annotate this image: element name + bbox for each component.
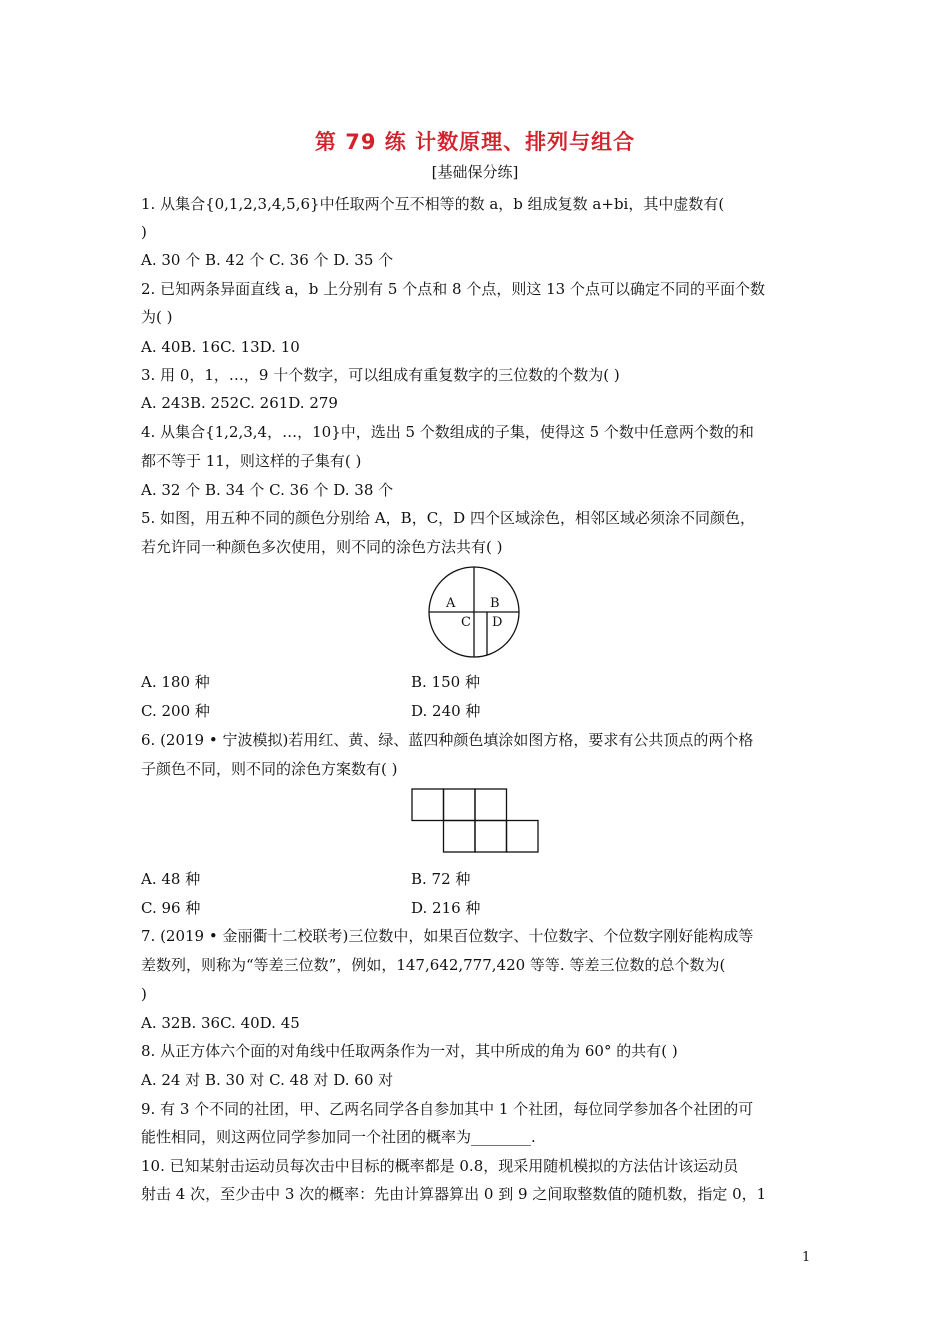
q7-stem-line3: ) [141,985,147,1003]
q6-grid-cell [412,789,444,821]
q1-options: A. 30 个 B. 42 个 C. 36 个 D. 35 个 [141,251,394,269]
q3-stem-line1: 3. 用 0，1，…，9 十个数字，可以组成有重复数字的三位数的个数为( ) [141,366,620,384]
q7-stem-line1: 7. (2019 • 金丽衢十二校联考)三位数中，如果百位数字、十位数字、个位数字刚好能构成等 [141,927,754,945]
q3-options: A. 243B. 252C. 261D. 279 [141,394,338,412]
q7-stem-line2: 差数列，则称为“等差三位数”，例如，147,642,777,420 等等. 等差三位数的总个数为( [141,956,726,974]
page-title: 第 79 练 计数原理、排列与组合 [314,130,636,154]
q1-stem-line2: ) [141,223,147,241]
q5-region-c-label: C [461,615,471,630]
q1-stem-line1: 1. 从集合{0,1,2,3,4,5,6}中任取两个互不相等的数 a，b 组成复数 a+bi，其中虚数有( [141,195,725,213]
q6-grid-cell [507,821,539,853]
q5-region-b-label: B [490,596,500,611]
q4-stem-line2: 都不等于 11，则这样的子集有( ) [141,452,362,470]
q6-grid-cell [475,789,507,821]
q2-stem-line2: 为( ) [141,308,173,326]
q5-option-d: D. 240 种 [411,702,481,720]
q5-stem-line1: 5. 如图，用五种不同的颜色分别给 A，B，C，D 四个区域涂色，相邻区域必须涂不同颜色， [141,509,755,527]
q8-stem-line1: 8. 从正方体六个面的对角线中任取两条作为一对，其中所成的角为 60° 的共有( ) [141,1042,678,1060]
q6-option-a: A. 48 种 [141,870,201,888]
q4-options: A. 32 个 B. 34 个 C. 36 个 D. 38 个 [141,481,394,499]
q6-grid-cell [444,821,476,853]
q6-stem-line2: 子颜色不同，则不同的涂色方案数有( ) [141,760,398,778]
page-number: 1 [802,1250,811,1265]
q10-stem-line1: 10. 已知某射击运动员每次击中目标的概率都是 0.8，现采用随机模拟的方法估计该运动员 [141,1157,739,1175]
q5-option-b: B. 150 种 [411,673,480,691]
q2-stem-line1: 2. 已知两条异面直线 a，b 上分别有 5 个点和 8 个点，则这 13 个点可以确定不同的平面个数 [141,280,765,298]
q6-grid-cell [444,789,476,821]
q6-option-c: C. 96 种 [141,899,201,917]
q6-grid-cell [475,821,507,853]
q8-options: A. 24 对 B. 30 对 C. 48 对 D. 60 对 [141,1071,394,1089]
q5-option-c: C. 200 种 [141,702,210,720]
q5-region-d-label: D [492,615,503,630]
q4-stem-line1: 4. 从集合{1,2,3,4，…，10}中，选出 5 个数组成的子集，使得这 5 个数中任意两个数的和 [141,423,754,441]
q9-stem-line2: 能性相同，则这两位同学参加同一个社团的概率为________. [141,1128,536,1146]
q6-option-d: D. 216 种 [411,899,481,917]
q5-circle-figure [424,563,524,663]
q5-region-a-label: A [446,596,456,611]
q7-options: A. 32B. 36C. 40D. 45 [141,1014,300,1032]
q5-stem-line2: 若允许同一种颜色多次使用，则不同的涂色方法共有( ) [141,538,503,556]
q6-option-b: B. 72 种 [411,870,471,888]
q10-stem-line2: 射击 4 次，至少击中 3 次的概率：先由计算器算出 0 到 9 之间取整数值的随机数，指定 0，1 [141,1185,767,1203]
q2-options: A. 40B. 16C. 13D. 10 [141,338,300,356]
q9-stem-line1: 9. 有 3 个不同的社团，甲、乙两名同学各自参加其中 1 个社团，每位同学参加各个社团的可 [141,1100,754,1118]
section-subtitle: [基础保分练] [431,163,519,181]
q6-stem-line1: 6. (2019 • 宁波模拟)若用红、黄、绿、蓝四种颜色填涂如图方格，要求有公共顶点的两个格 [141,731,754,749]
q5-option-a: A. 180 种 [141,673,210,691]
q6-grid-figure [410,787,542,855]
